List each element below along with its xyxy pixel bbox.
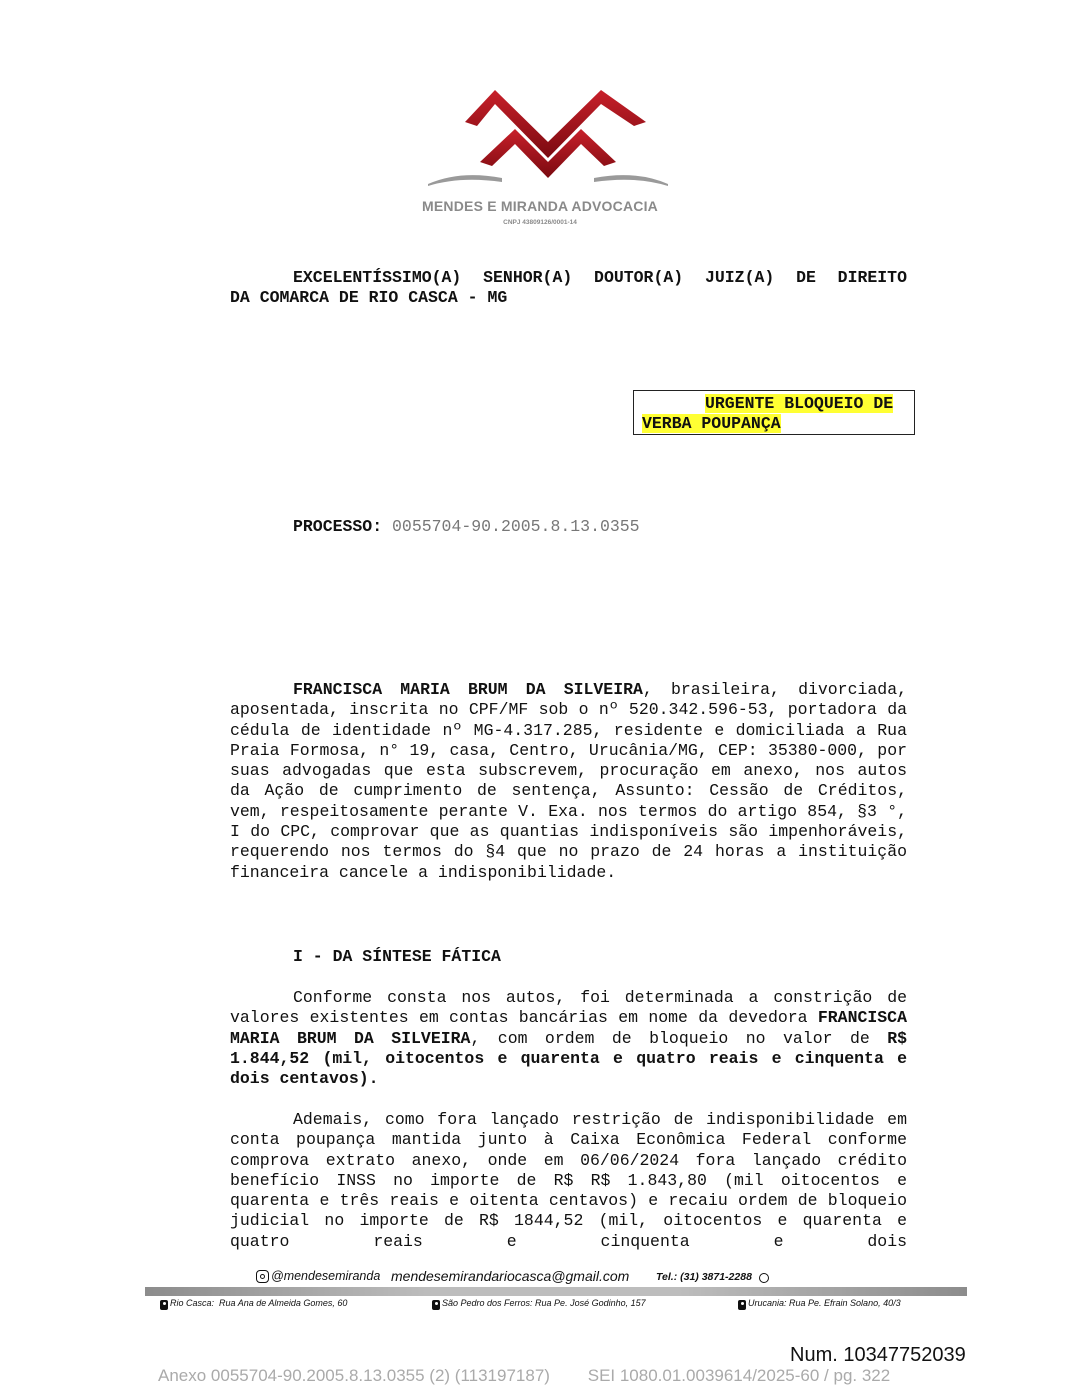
facts-p1-value: R$ 1.844,52 (mil, oitocentos e quarenta e quatro reais e cinquenta e dois centavos). (230, 1028, 907, 1089)
document-number-stamp: Num. 10347752039 (790, 1344, 966, 1366)
urgent-line-1: URGENTE BLOQUEIO DE (705, 394, 894, 413)
salutation-line-2: DA COMARCA DE RIO CASCA - MG (230, 288, 508, 308)
footer-address-1-text: Rio Casca: Rua Ana de Almeida Gomes, 60 (170, 1298, 348, 1308)
footer-divider (145, 1287, 967, 1296)
process-label: PROCESSO: (293, 517, 383, 536)
salutation (230, 268, 907, 309)
footer-email: mendesemirandariocasca@gmail.com (391, 1268, 630, 1284)
footer-contacts (256, 1269, 776, 1289)
footer-address-2 (432, 1298, 646, 1310)
facts-paragraph-2: Ademais, como fora lançado restrição de indisponibilidade em conta poupança mantida junto à Caixa Econômica Federal conforme comprova extrato anexo, onde em 06/06/2024 fora lançado crédito benefício INSS no importe de R$ R$ 1.843,80 (mil oitocentos e quarenta e três reais e oitenta centavos) e recaiu ordem de bloqueio judicial no importe de R$ 1844,52 (mil, oitocentos e quarenta e quatro reais e cinquenta e dois (230, 1110, 907, 1251)
facts-paragraph-1 (230, 988, 907, 1089)
footer-phone: Tel.: (31) 3871-2288 (656, 1271, 752, 1283)
intro-paragraph (230, 680, 907, 883)
location-pin-icon (432, 1300, 440, 1310)
party-name: FRANCISCA MARIA BRUM DA SILVEIRA (293, 680, 643, 699)
facts-p1-text-a: Conforme consta nos autos, foi determinada a constrição de valores existentes em contas bancárias em nome da devedora (230, 988, 907, 1028)
process-number: 0055704-90.2005.8.13.0355 (392, 517, 640, 536)
section-heading (230, 947, 907, 967)
firm-name: MENDES E MIRANDA ADVOCACIA (422, 198, 658, 214)
process-line (230, 517, 907, 537)
footer-address-3-text: Urucania: Rua Pe. Efrain Solano, 40/3 (748, 1298, 901, 1308)
annex-reference: Anexo 0055704-90.2005.8.13.0355 (2) (113197187) SEI 1080.01.0039614/2025-60 / pg. 322 (158, 1366, 891, 1385)
footer-address-1 (160, 1298, 347, 1310)
firm-logo-mark (420, 82, 676, 202)
location-pin-icon (160, 1300, 168, 1310)
urgent-notice-box (633, 390, 915, 435)
firm-cnpj: CNPJ 43809126/0001-14 (503, 219, 577, 226)
facts-p1-name: FRANCISCA MARIA BRUM DA SILVEIRA (230, 1008, 907, 1048)
whatsapp-icon (759, 1273, 769, 1283)
salutation-line-1: EXCELENTÍSSIMO(A) SENHOR(A) DOUTOR(A) JUIZ(A) DE DIREITO (293, 268, 907, 287)
section-heading-text: I - DA SÍNTESE FÁTICA (293, 947, 501, 966)
footer-address-3 (738, 1298, 901, 1310)
location-pin-icon (738, 1300, 746, 1310)
instagram-icon (256, 1270, 269, 1283)
urgent-line-2: VERBA POUPANÇA (642, 414, 781, 433)
footer-address-2-text: São Pedro dos Ferros: Rua Pe. José Godinho, 157 (442, 1298, 646, 1308)
instagram-handle: @mendesemiranda (271, 1269, 381, 1283)
facts-p1-text-b: , com ordem de bloqueio no valor de (470, 1028, 888, 1048)
intro-text: , brasileira, divorciada, aposentada, inscrita no CPF/MF sob o nº 520.342.596-53, portadora da cédula de identidade nº MG-4.317.285, residente e domiciliada a Rua Praia Formosa, n° 19, casa, Centro, Urucânia/MG, CEP: 35380-000, por suas advogadas que esta subscrevem, procuração em anexo, nos autos da Ação de cumprimento de sentença, Assunto: Cessão de Créditos, vem, respeitosamente perante V. Exa. nos termos do artigo 854, §3 °, I do CPC, comprovar que as quantias indisponíveis são impenhoráveis, requerendo nos termos do §4 que no prazo de 24 horas a instituição financeira cancele a indisponibilidade. (230, 680, 907, 882)
